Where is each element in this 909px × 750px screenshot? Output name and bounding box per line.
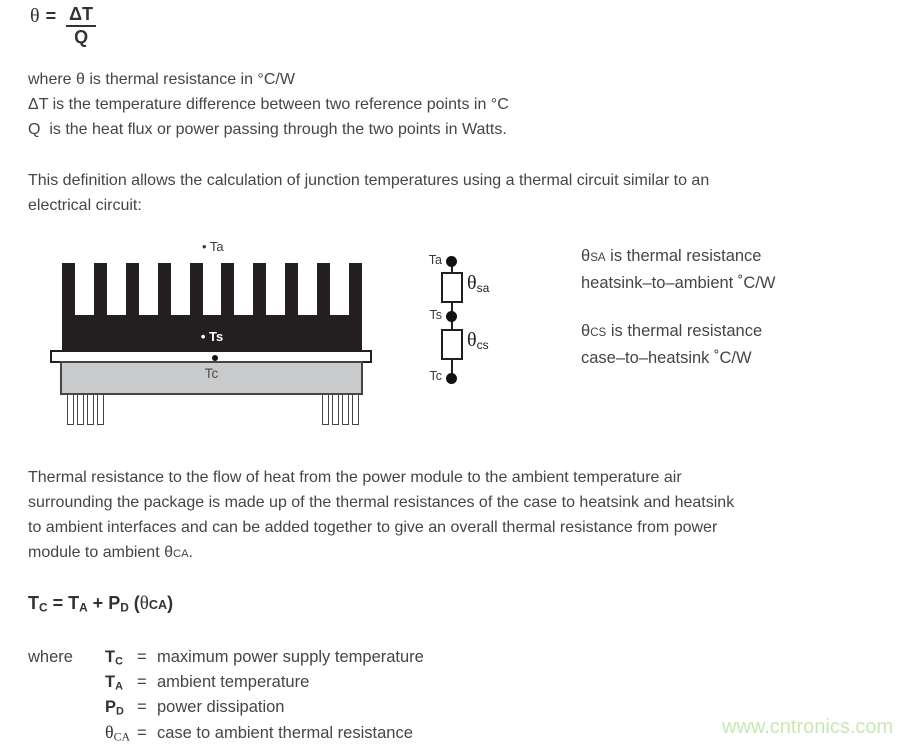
node-tc (446, 373, 457, 384)
module-pins-left (67, 394, 104, 425)
where-label: where (28, 648, 73, 666)
paragraph-line: This definition allows the calculation of junction temperatures using a thermal circuit similar to an (28, 172, 710, 189)
module-pin (342, 394, 349, 425)
heatsink-fin (285, 263, 298, 316)
module-pin (332, 394, 339, 425)
note-line: θSA is thermal resistance (581, 247, 762, 265)
thermal-circuit-paragraph (28, 168, 709, 218)
heatsink-base (62, 315, 362, 350)
thermal-resistance-paragraph (28, 465, 734, 567)
symbol-definitions (28, 68, 509, 142)
note-line: θCS is thermal resistance (581, 322, 763, 340)
where-definitions (105, 645, 424, 745)
paragraph-line: module to ambient θCA. (28, 544, 193, 561)
equals-sign: = (45, 6, 57, 26)
note-line: case–to–heatsink ˚C/W (581, 349, 752, 367)
module-pin (97, 394, 104, 425)
theta-subscript: sa (476, 281, 490, 295)
paragraph-line: to ambient interfaces and can be added together to give an overall thermal resistance from power (28, 519, 718, 536)
thermal-resistance-formula (30, 6, 96, 46)
module-pins-right (322, 394, 359, 425)
heatsink-fin (349, 263, 362, 316)
heatsink-fin (158, 263, 171, 316)
theta-symbol: $\theta_{CA}$ (105, 722, 131, 744)
definition-line: ΔT is the temperature difference between two reference points in °C (28, 95, 509, 113)
heatsink-fin (62, 263, 75, 316)
theta-symbol: θ (581, 322, 591, 340)
where-row: $P_D$ = power dissipation (105, 695, 424, 720)
sink-temp-label: • Ts (200, 329, 224, 344)
theta-subscript: SA (590, 252, 606, 264)
note-theta-cs (581, 319, 762, 371)
where-row: $T_C$ = maximum power supply temperature (105, 645, 424, 670)
paragraph-line: electrical circuit: (28, 197, 142, 214)
theta-symbol: θ (139, 593, 149, 614)
circuit-label-tc: Tc (429, 369, 442, 383)
fraction (66, 6, 96, 46)
definition-line: where θ is thermal resistance in °C/W (28, 71, 295, 88)
heatsink-fin (253, 263, 266, 316)
theta-subscript: CS (590, 327, 607, 339)
heatsink-fin (190, 263, 203, 316)
module-pin (322, 394, 329, 425)
where-row: $\theta_{CA}$ = case to ambient thermal resistance (105, 720, 424, 745)
theta-subscript: CA (172, 548, 189, 560)
module-pin (67, 394, 74, 425)
heatsink-fin (126, 263, 139, 316)
module-pin (87, 394, 94, 425)
module-pin (77, 394, 84, 425)
where-desc: maximum power supply temperature (157, 648, 424, 666)
resistor-case-heatsink (441, 329, 463, 360)
heatsink-fins (62, 263, 362, 316)
theta-symbol: θ (30, 5, 40, 27)
note-line: heatsink–to–ambient ˚C/W (581, 274, 776, 292)
watermark: www.cntronics.com (722, 716, 894, 738)
where-row: $T_A$ = ambient temperature (105, 670, 424, 695)
where-desc: case to ambient thermal resistance (157, 724, 413, 742)
definition-line: Q is the heat flux or power passing through the two points in Watts. (28, 120, 507, 138)
ambient-temp-label: • Ta (202, 239, 224, 254)
module-pin (352, 394, 359, 425)
note-theta-sa (581, 244, 775, 296)
resistor-heatsink-ambient (441, 272, 463, 303)
theta-sa-label (467, 272, 489, 295)
heatsink-fin (221, 263, 234, 316)
case-temperature-equation: $T_C = T_A + P_D$ (θCA) (28, 593, 174, 615)
node-ta (446, 256, 457, 267)
theta-subscript: cs (476, 338, 489, 352)
module-case (60, 361, 363, 395)
theta-subscript: CA (148, 598, 168, 612)
where-desc: power dissipation (157, 698, 285, 716)
theta-symbol: θ (467, 329, 477, 351)
circuit-label-ta: Ta (428, 253, 442, 267)
where-desc: ambient temperature (157, 673, 310, 691)
fraction-denominator: Q (74, 27, 89, 47)
paragraph-line: surrounding the package is made up of the thermal resistances of the case to heatsink and heatsink (28, 494, 735, 511)
heatsink-fin (94, 263, 107, 316)
node-ts (446, 311, 457, 322)
paragraph-line: Thermal resistance to the flow of heat from the power module to the ambient temperature air (28, 469, 682, 486)
case-temp-label: Tc (204, 366, 219, 381)
heatsink-fin (317, 263, 330, 316)
theta-symbol: θ (581, 247, 591, 265)
fraction-numerator: ΔT (66, 6, 96, 27)
case-temp-dot (212, 355, 218, 361)
theta-cs-label (467, 329, 489, 352)
theta-symbol: θ (467, 272, 477, 294)
circuit-label-ts: Ts (429, 308, 442, 322)
